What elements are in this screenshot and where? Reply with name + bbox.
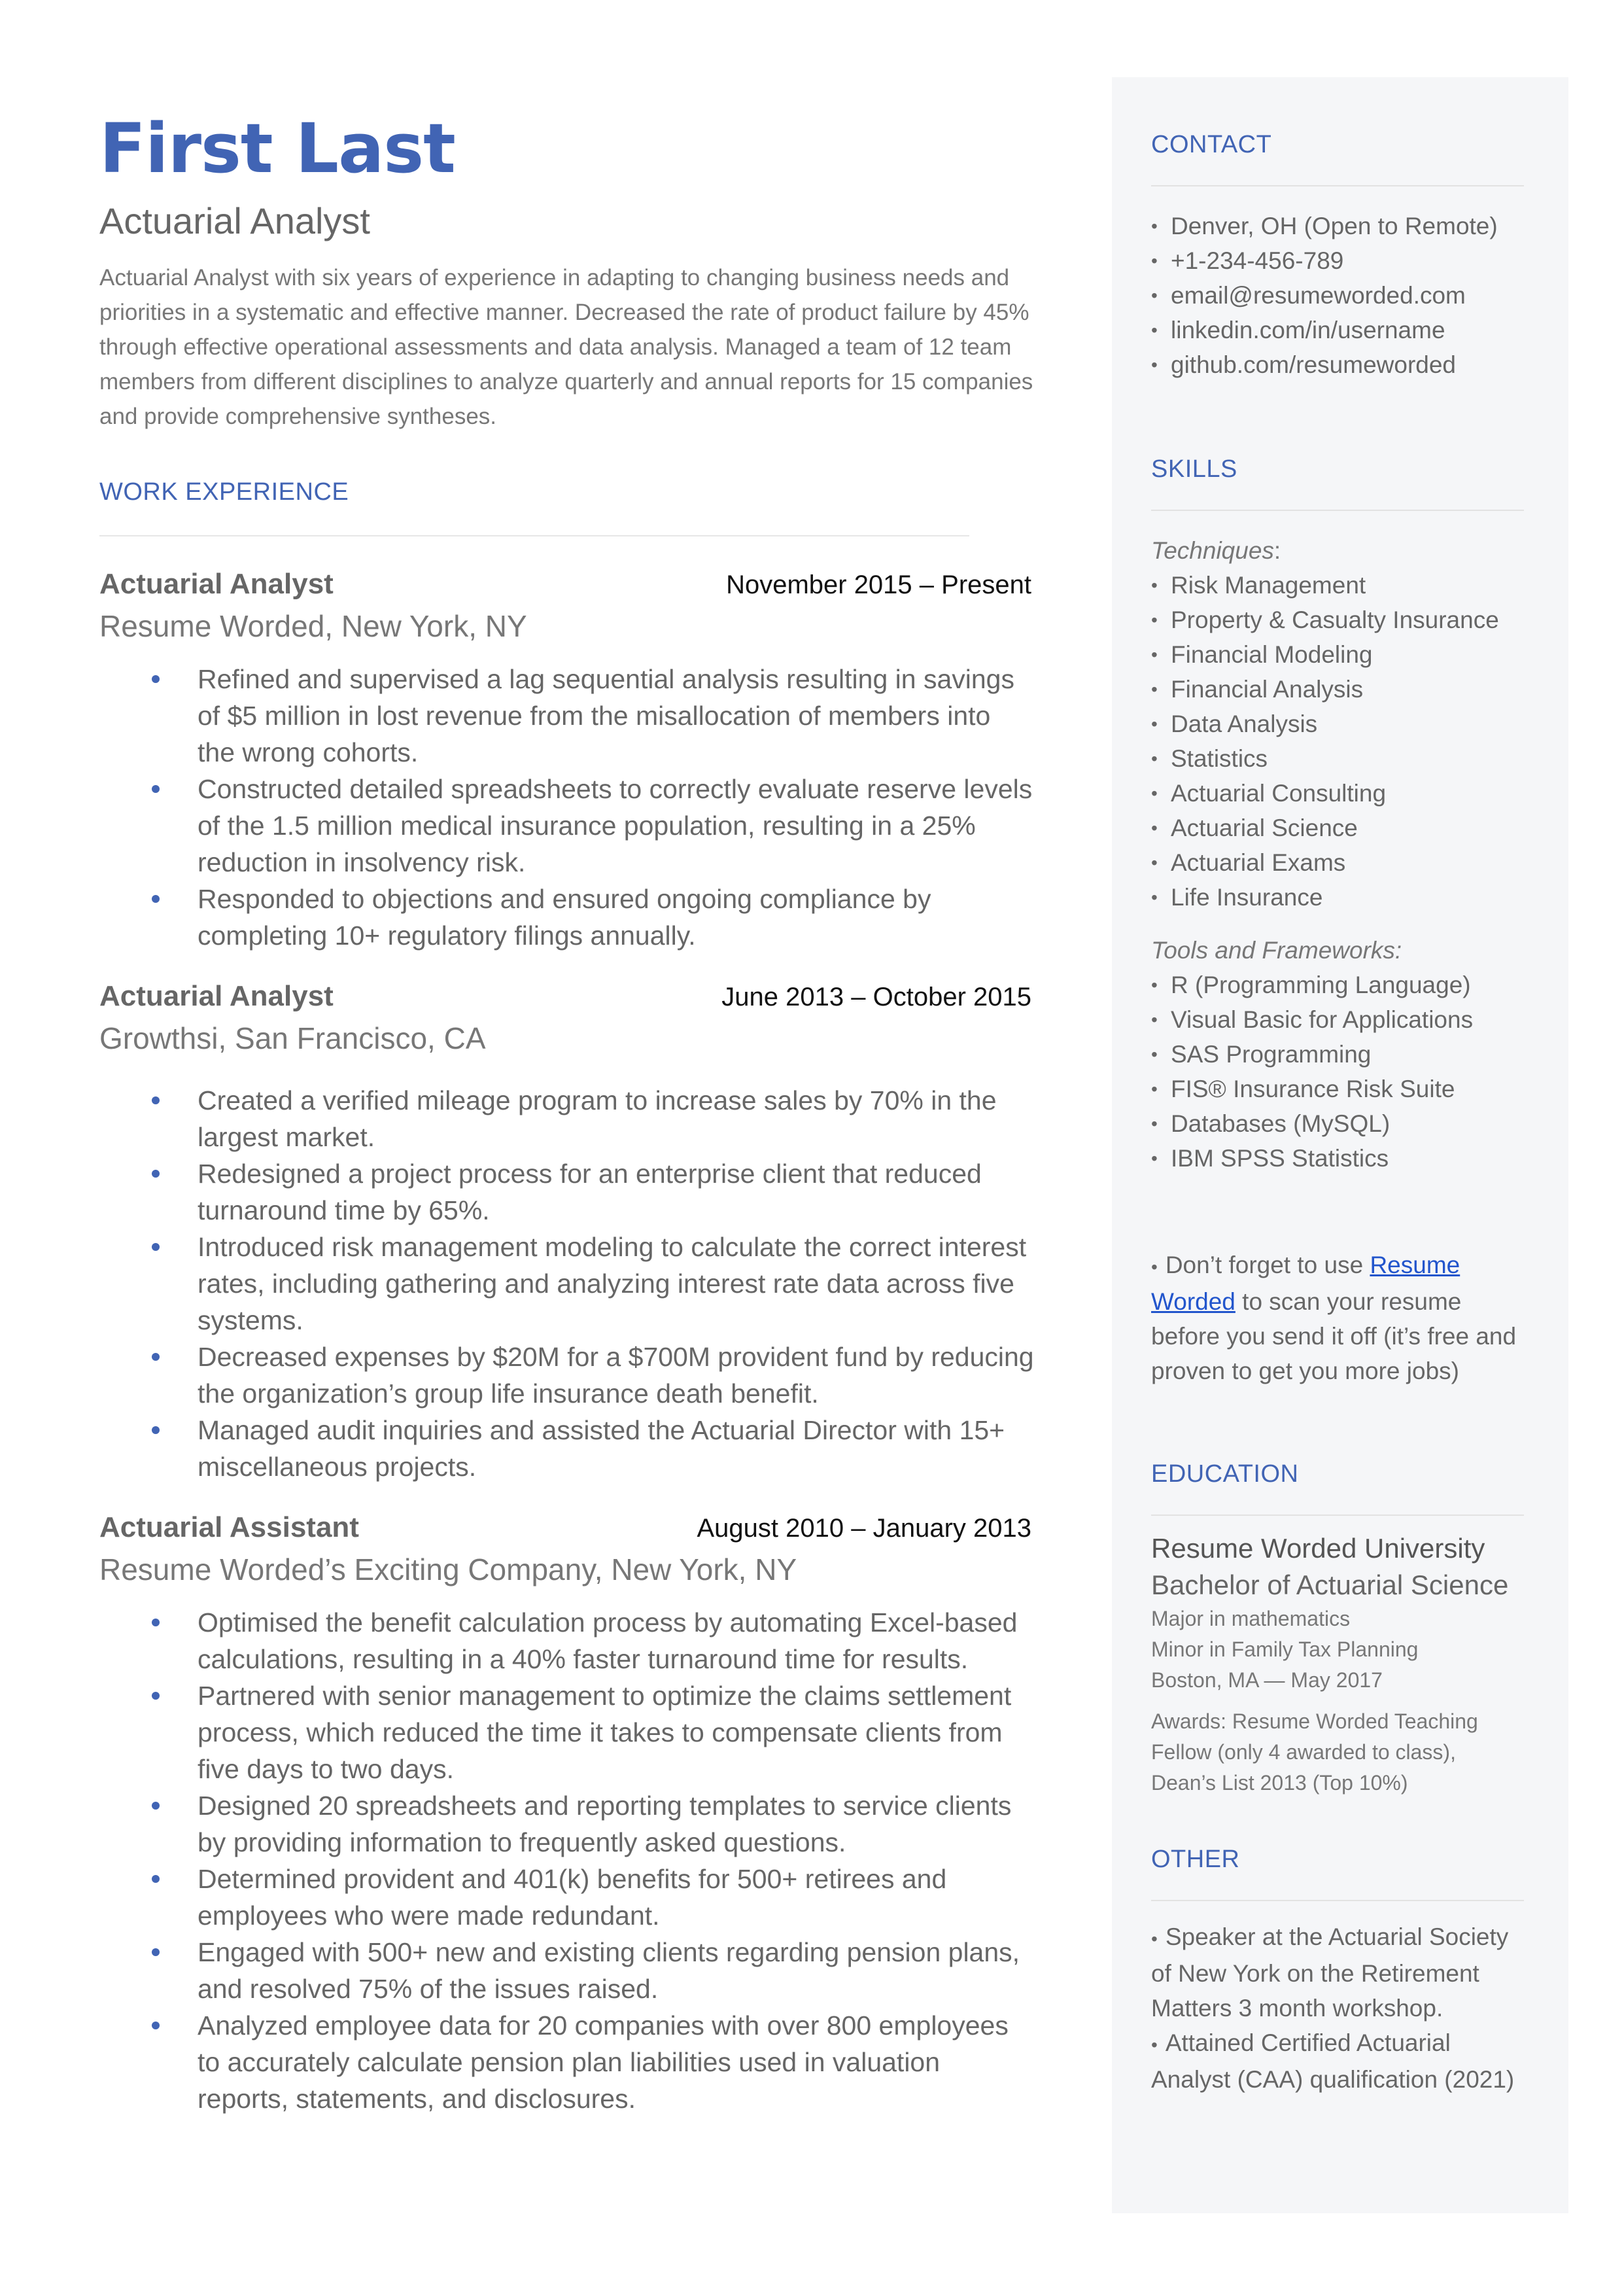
summary: Actuarial Analyst with six years of experience in adapting to changing business needs and priorities in a systematic and effective manner. Decreased the rate of product failure by 45% through effective operational assessments and data analysis. Managed a team of 12 team members from different disciplines to analyze quarterly and annual reports for 15 companies and provide comprehensive syntheses.	[99, 264, 1033, 429]
candidate-title: Actuarial Analyst	[99, 200, 370, 242]
job-entry	[99, 568, 1067, 954]
job-bullet	[99, 661, 1035, 771]
skill-item: • Property & Casualty Insurance	[1151, 603, 1524, 637]
contact-item: • +1-234-456-789	[1151, 243, 1524, 278]
bullet-dot	[152, 1692, 160, 1700]
main-column	[99, 111, 1067, 2117]
bullet: •	[1151, 1257, 1158, 1277]
bullet: •	[1151, 1929, 1158, 1949]
tool-item: • IBM SPSS Statistics	[1151, 1141, 1524, 1176]
bullet-dot	[152, 895, 160, 903]
tool-item: • Visual Basic for Applications	[1151, 1002, 1524, 1037]
tip-prefix: Don’t forget to use	[1165, 1252, 1370, 1278]
job-entry	[99, 980, 1067, 1485]
contact-item: • github.com/resumeworded	[1151, 347, 1524, 382]
job-title: Actuarial Assistant	[99, 1511, 359, 1543]
job-bullet	[99, 1787, 1035, 1861]
bullet-dot	[152, 1426, 160, 1434]
other-item	[1151, 2025, 1524, 2097]
job-bullet	[99, 1412, 1035, 1485]
job-company: Resume Worded, New York, NY	[99, 608, 527, 643]
job-bullet	[99, 1229, 1035, 1339]
resume-worded-link[interactable]: Resume Worded	[1151, 1252, 1460, 1315]
job-bullet	[99, 1677, 1035, 1787]
contact-list	[1151, 209, 1524, 382]
job-dates: August 2010 – January 2013	[697, 1513, 1031, 1543]
job-company: Resume Worded’s Exciting Company, New York, NY	[99, 1552, 797, 1586]
sidebar	[1112, 77, 1568, 2213]
bullet-dot	[152, 1353, 160, 1361]
tip-suffix: to scan your resume before you send it off (it’s free and proven to get you more jobs)	[1151, 1288, 1517, 1384]
education-title: EDUCATION	[1151, 1460, 1299, 1488]
job-bullet	[99, 2007, 1035, 2117]
skill-item: • Financial Analysis	[1151, 672, 1524, 707]
job-entry	[99, 1511, 1067, 2117]
job-bullet-text: Analyzed employee data for 20 companies with over 800 employees to accurately calculate pension plan liabilities used in valuation reports, statements, and disclosures.	[198, 2010, 1009, 2114]
resume-tip	[1151, 1248, 1524, 1388]
edu-minor: Minor in Family Tax Planning	[1151, 1638, 1419, 1661]
job-bullet-text: Designed 20 spreadsheets and reporting templates to service clients by providing information to frequently asked questions.	[198, 1790, 1012, 1857]
job-bullet	[99, 1604, 1035, 1677]
techniques-label-text: Techniques	[1151, 537, 1274, 564]
edu-awards: Awards: Resume Worded Teaching Fellow (only 4 awarded to class), Dean’s List 2013 (Top 10%)	[1151, 1709, 1478, 1795]
job-bullet-text: Refined and supervised a lag sequential analysis resulting in savings of $5 million in lost revenue from the misallocation of members into the wrong cohorts.	[198, 663, 1014, 767]
tool-item: • Databases (MySQL)	[1151, 1106, 1524, 1141]
skill-item: • Statistics	[1151, 741, 1524, 776]
job-bullets	[99, 661, 1067, 954]
bullet-dot	[152, 1170, 160, 1178]
job-title: Actuarial Analyst	[99, 979, 334, 1012]
section-divider	[1151, 510, 1524, 511]
edu-degree: Bachelor of Actuarial Science	[1151, 1569, 1509, 1600]
job-header	[99, 1511, 1031, 1544]
job-bullet-text: Determined provident and 401(k) benefits for 500+ retirees and employees who were made redundant.	[198, 1863, 947, 1931]
skill-item: • Risk Management	[1151, 568, 1524, 603]
job-bullet-text: Redesigned a project process for an enterprise client that reduced turnaround time by 65%.	[198, 1158, 982, 1225]
bullet-dot	[152, 1802, 160, 1810]
job-bullet-text: Responded to objections and ensured ongoing compliance by completing 10+ regulatory filings annually.	[198, 883, 931, 951]
edu-major: Major in mathematics	[1151, 1607, 1351, 1630]
techniques-list	[1151, 568, 1524, 915]
bullet-dot	[152, 1096, 160, 1104]
skills-title: SKILLS	[1151, 455, 1237, 483]
section-divider	[1151, 185, 1524, 186]
job-bullet	[99, 771, 1035, 881]
job-bullet-text: Optimised the benefit calculation process by automating Excel-based calculations, resulting in a 40% faster turnaround time for results.	[198, 1607, 1018, 1674]
techniques-label-colon: :	[1273, 537, 1281, 564]
tools-label: Tools and Frameworks:	[1151, 937, 1402, 964]
bullet-dot	[152, 1875, 160, 1883]
job-bullet	[99, 1934, 1035, 2007]
job-bullet-text: Managed audit inquiries and assisted the Actuarial Director with 15+ miscellaneous projects.	[198, 1414, 1005, 1482]
edu-location-date: Boston, MA — May 2017	[1151, 1668, 1383, 1692]
edu-school: Resume Worded University	[1151, 1533, 1485, 1564]
job-bullets	[99, 1604, 1067, 2117]
tool-item: • R (Programming Language)	[1151, 968, 1524, 1002]
bullet-dot	[152, 1243, 160, 1251]
tools-list	[1151, 968, 1524, 1176]
section-divider	[1151, 1515, 1524, 1516]
contact-item: • Denver, OH (Open to Remote)	[1151, 209, 1524, 243]
job-title: Actuarial Analyst	[99, 567, 334, 600]
tool-item: • FIS® Insurance Risk Suite	[1151, 1072, 1524, 1106]
job-bullet	[99, 1339, 1035, 1412]
skill-item: • Actuarial Consulting	[1151, 776, 1524, 811]
job-bullet-text: Created a verified mileage program to increase sales by 70% in the largest market.	[198, 1085, 997, 1152]
skill-item: • Actuarial Exams	[1151, 845, 1524, 880]
bullet-dot	[152, 785, 160, 793]
job-header	[99, 980, 1031, 1013]
techniques-label	[1151, 533, 1524, 568]
bullet-dot	[152, 1948, 160, 1956]
tool-item: • SAS Programming	[1151, 1037, 1524, 1072]
skill-item: • Actuarial Science	[1151, 811, 1524, 845]
job-bullet	[99, 1082, 1035, 1155]
job-bullet-text: Decreased expenses by $20M for a $700M provident fund by reducing the organization’s group life insurance death benefit.	[198, 1341, 1034, 1409]
job-company: Growthsi, San Francisco, CA	[99, 1021, 486, 1055]
other-item-text: Attained Certified Actuarial Analyst (CAA) qualification (2021)	[1151, 2029, 1515, 2093]
job-bullet	[99, 1155, 1035, 1229]
skill-item: • Life Insurance	[1151, 880, 1524, 915]
job-bullet	[99, 1861, 1035, 1934]
other-item	[1151, 1919, 1524, 2025]
job-header	[99, 568, 1031, 601]
contact-item: • email@resumeworded.com	[1151, 278, 1524, 313]
job-bullet	[99, 881, 1035, 954]
job-bullet-text: Engaged with 500+ new and existing clients regarding pension plans, and resolved 75% of the issues raised.	[198, 1936, 1020, 2004]
bullet-dot	[152, 675, 160, 683]
skill-item: • Financial Modeling	[1151, 637, 1524, 672]
section-divider	[99, 535, 969, 536]
job-bullets	[99, 1082, 1067, 1485]
job-bullet-text: Constructed detailed spreadsheets to correctly evaluate reserve levels of the 1.5 million medical insurance population, resulting in a 25% reduction in insolvency risk.	[198, 773, 1033, 877]
job-bullet-text: Introduced risk management modeling to calculate the correct interest rates, including gathering and analyzing interest rate data across five systems.	[198, 1231, 1027, 1335]
bullet: •	[1151, 2035, 1158, 2055]
jobs-list	[99, 568, 1067, 2117]
other-title: OTHER	[1151, 1846, 1240, 1873]
contact-item: • linkedin.com/in/username	[1151, 313, 1524, 347]
job-dates: June 2013 – October 2015	[721, 982, 1031, 1011]
other-item-text: Speaker at the Actuarial Society of New York on the Retirement Matters 3 month workshop.	[1151, 1923, 1509, 2022]
work-experience-title: WORK EXPERIENCE	[99, 478, 349, 506]
bullet-dot	[152, 1619, 160, 1626]
job-dates: November 2015 – Present	[726, 570, 1031, 599]
job-bullet-text: Partnered with senior management to optimize the claims settlement process, which reduced the time it takes to compensate clients from five days to two days.	[198, 1680, 1012, 1784]
section-divider	[1151, 1900, 1524, 1901]
other-list	[1151, 1919, 1524, 2097]
bullet-dot	[152, 2022, 160, 2029]
contact-title: CONTACT	[1151, 131, 1272, 158]
skill-item: • Data Analysis	[1151, 707, 1524, 741]
candidate-name: First Last	[99, 109, 455, 188]
